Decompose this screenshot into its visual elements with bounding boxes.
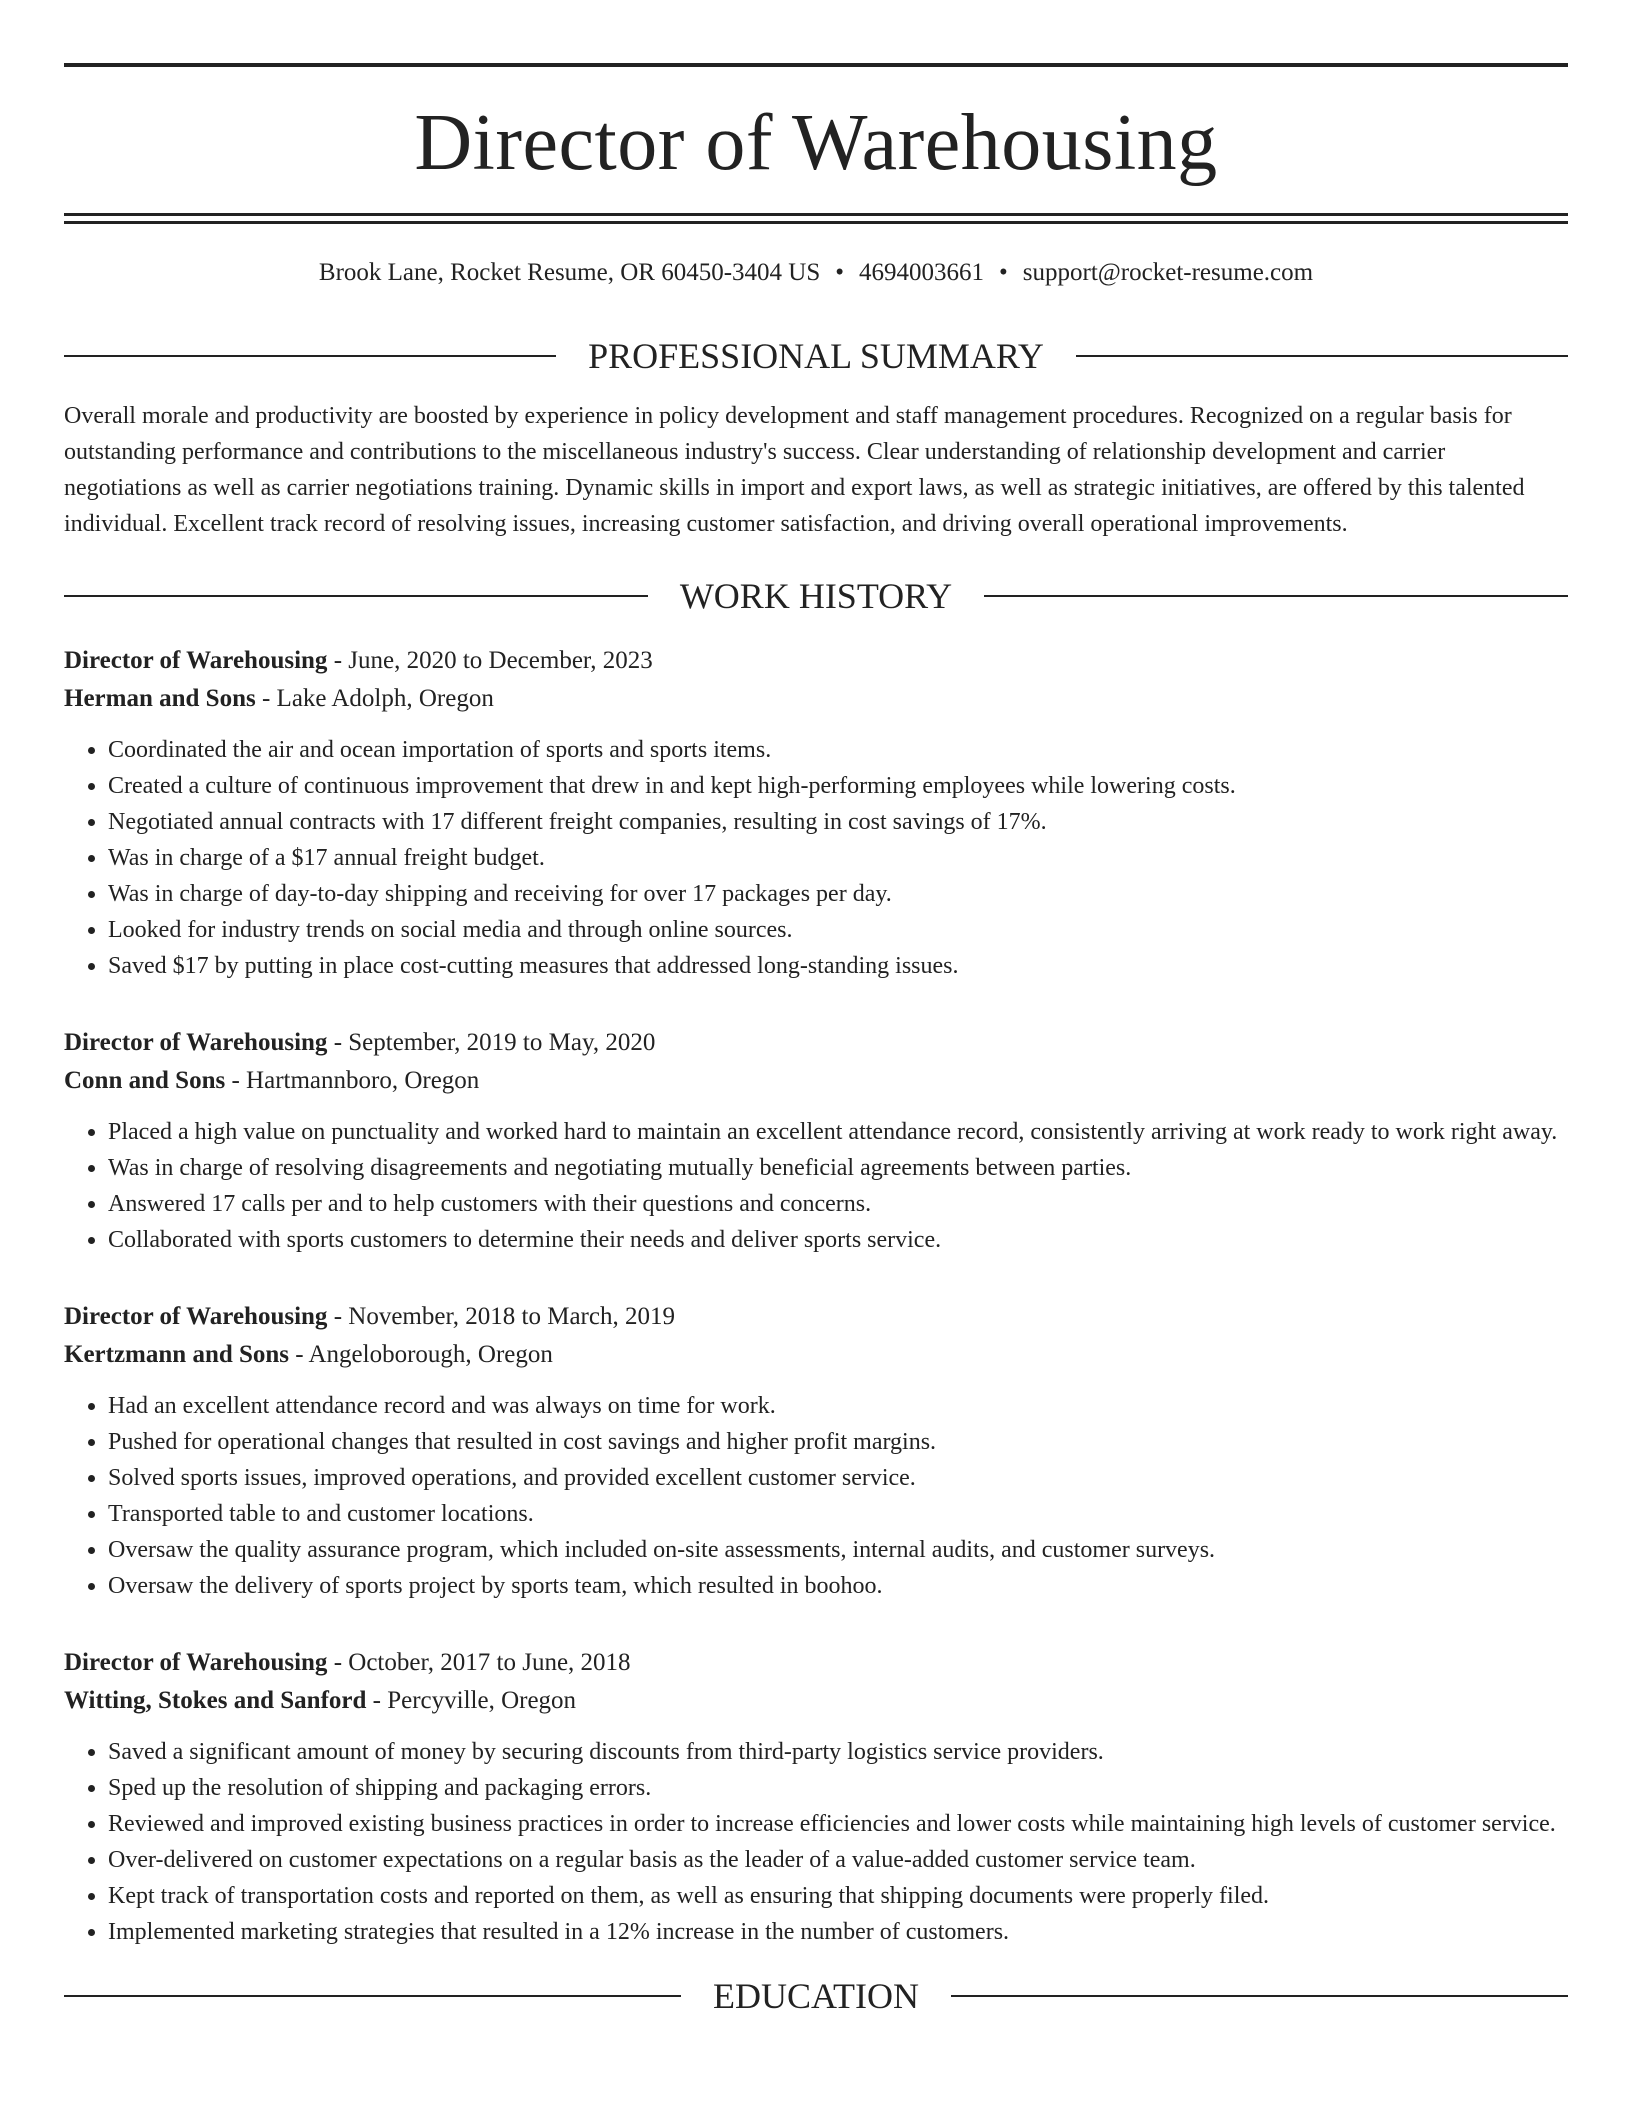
- job-role: Director of Warehousing: [64, 1303, 328, 1330]
- job-bullet-list: [64, 1388, 1568, 1604]
- section-title-text: PROFESSIONAL SUMMARY: [588, 336, 1044, 376]
- job-company: Herman and Sons: [64, 685, 256, 712]
- contact-phone: 4694003661: [859, 259, 985, 286]
- job-bullet: • Kept track of transportation costs and reported on them, as well as ensuring that shipping documents were properly filed.: [108, 1878, 1568, 1914]
- job-bullet: • Was in charge of day-to-day shipping and receiving for over 17 packages per day.: [108, 876, 1568, 912]
- job-company-line: [64, 1062, 1568, 1100]
- job-bullet: • Was in charge of resolving disagreements and negotiating mutually beneficial agreements between parties.: [108, 1150, 1568, 1186]
- job-entry: [64, 1644, 1568, 1950]
- resume-title: Director of Warehousing: [414, 99, 1218, 187]
- job-company-line: [64, 680, 1568, 718]
- job-bullet: • Answered 17 calls per and to help customers with their questions and concerns.: [108, 1186, 1568, 1222]
- job-bullet-list: [64, 1734, 1568, 1950]
- job-company-line: [64, 1336, 1568, 1374]
- job-bullet: • Transported table to and customer locations.: [108, 1496, 1568, 1532]
- section-title-text: EDUCATION: [713, 1976, 919, 2016]
- section-title-education: [64, 1978, 1568, 2014]
- job-company: Conn and Sons: [64, 1067, 226, 1094]
- job-entry: [64, 1298, 1568, 1604]
- job-role-line: [64, 1298, 1568, 1336]
- job-bullet: • Was in charge of a $17 annual freight budget.: [108, 840, 1568, 876]
- contact-separator: •: [835, 259, 845, 286]
- job-entry: [64, 642, 1568, 984]
- job-bullet: • Pushed for operational changes that resulted in cost savings and higher profit margins.: [108, 1424, 1568, 1460]
- job-bullet-list: [64, 732, 1568, 984]
- job-bullet: • Over-delivered on customer expectations on a regular basis as the leader of a value-added customer service team.: [108, 1842, 1568, 1878]
- job-dates: - October, 2017 to June, 2018: [327, 1649, 631, 1676]
- job-bullet: • Looked for industry trends on social media and through online sources.: [108, 912, 1568, 948]
- section-title-work-history: [64, 578, 1568, 614]
- job-role: Director of Warehousing: [64, 1029, 328, 1056]
- job-bullet: • Had an excellent attendance record and was always on time for work.: [108, 1388, 1568, 1424]
- job-role-line: [64, 642, 1568, 680]
- job-bullet: • Placed a high value on punctuality and worked hard to maintain an excellent attendance record, consistently arriving at work ready to work right away.: [108, 1114, 1568, 1150]
- job-bullet: • Coordinated the air and ocean importation of sports and sports items.: [108, 732, 1568, 768]
- contact-separator: •: [999, 259, 1008, 286]
- job-dates: - September, 2019 to May, 2020: [327, 1029, 656, 1056]
- job-bullet-list: [64, 1114, 1568, 1258]
- job-bullet: • Negotiated annual contracts with 17 different freight companies, resulting in cost savings of 17%.: [108, 804, 1568, 840]
- job-bullet: • Oversaw the quality assurance program, which included on-site assessments, internal audits, and customer surveys.: [108, 1532, 1568, 1568]
- job-role: Director of Warehousing: [64, 1649, 328, 1676]
- job-bullet: • Created a culture of continuous improvement that drew in and kept high-performing employees while lowering costs.: [108, 768, 1568, 804]
- summary-paragraph: Overall morale and productivity are boosted by experience in policy development and staff management procedures. Recognized on a regular basis for outstanding performance and contributions to the miscellaneous industry's success. Clear understanding of relationship development and carrier negotiations as well as carrier negotiations training. Dynamic skills in import and export laws, as well as strategic initiatives, are offered by this talented individual. Excellent track record of resolving issues, increasing customer satisfaction, and driving overall operational improvements.: [64, 403, 1525, 537]
- work-history-list: [64, 642, 1568, 1950]
- job-company-line: [64, 1682, 1568, 1720]
- job-bullet: • Oversaw the delivery of sports project by sports team, which resulted in boohoo.: [108, 1568, 1568, 1604]
- job-bullet: • Implemented marketing strategies that resulted in a 12% increase in the number of customers.: [108, 1914, 1568, 1950]
- contact-address: Brook Lane, Rocket Resume, OR 60450-3404 US: [318, 259, 821, 286]
- job-company: Kertzmann and Sons: [64, 1341, 290, 1368]
- job-role-line: [64, 1024, 1568, 1062]
- job-bullet: • Sped up the resolution of shipping and packaging errors.: [108, 1770, 1568, 1806]
- job-dates: - November, 2018 to March, 2019: [327, 1303, 675, 1330]
- top-rule: [64, 63, 1568, 67]
- job-dates: - June, 2020 to December, 2023: [327, 647, 653, 674]
- job-location: - Angeloborough, Oregon: [289, 1341, 553, 1368]
- job-bullet: • Saved a significant amount of money by securing discounts from third-party logistics service providers.: [108, 1734, 1568, 1770]
- contact-line: [64, 258, 1568, 288]
- job-location: - Lake Adolph, Oregon: [255, 685, 494, 712]
- section-title-text: WORK HISTORY: [679, 576, 953, 616]
- job-location: - Hartmannboro, Oregon: [225, 1067, 480, 1094]
- job-entry: [64, 1024, 1568, 1258]
- job-location: - Percyville, Oregon: [366, 1687, 577, 1714]
- job-role-line: [64, 1644, 1568, 1682]
- job-bullet: • Solved sports issues, improved operations, and provided excellent customer service.: [108, 1460, 1568, 1496]
- section-title-summary: [64, 338, 1568, 374]
- job-bullet: • Collaborated with sports customers to determine their needs and deliver sports service.: [108, 1222, 1568, 1258]
- job-company: Witting, Stokes and Sanford: [64, 1687, 367, 1714]
- job-bullet: • Reviewed and improved existing business practices in order to increase efficiencies and lower costs while maintaining high levels of customer service.: [108, 1806, 1568, 1842]
- contact-email: support@rocket-resume.com: [1022, 259, 1314, 286]
- title-double-rule: [64, 213, 1568, 224]
- job-role: Director of Warehousing: [64, 647, 328, 674]
- job-bullet: • Saved $17 by putting in place cost-cutting measures that addressed long-standing issues.: [108, 948, 1568, 984]
